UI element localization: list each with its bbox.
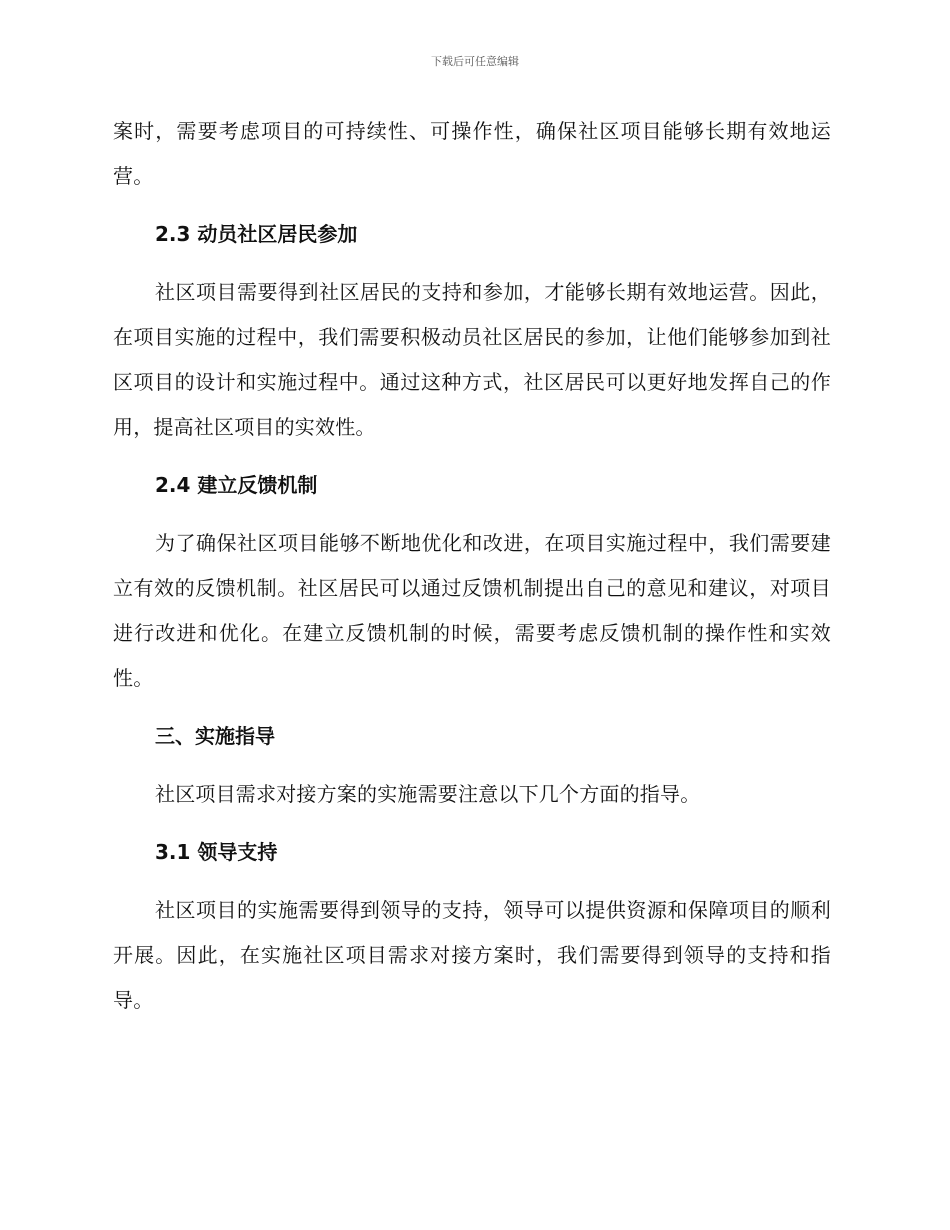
- paragraph-2-3: 社区项目需要得到社区居民的支持和参加，才能够长期有效地运营。因此，在项目实施的过程中，我们需要积极动员社区居民的参加，让他们能够参加到社区项目的设计和实施过程中。通过这种方式，社区居民可以更好地发挥自己的作用，提高社区项目的实效性。: [113, 280, 831, 439]
- document-body: [113, 109, 831, 1023]
- heading-2-3: 2.3 动员社区居民参加: [155, 222, 358, 246]
- heading-2-4: 2.4 建立反馈机制: [155, 473, 318, 497]
- paragraph-2-4: 为了确保社区项目能够不断地优化和改进，在项目实施过程中，我们需要建立有效的反馈机制。社区居民可以通过反馈机制提出自己的意见和建议，对项目进行改进和优化。在建立反馈机制的时候，需要考虑反馈机制的操作性和实效性。: [113, 531, 831, 690]
- paragraph-3-1: 社区项目的实施需要得到领导的支持，领导可以提供资源和保障项目的顺利开展。因此，在实施社区项目需求对接方案时，我们需要得到领导的支持和指导。: [113, 898, 831, 1012]
- paragraph-intro-continuation: 案时，需要考虑项目的可持续性、可操作性，确保社区项目能够长期有效地运营。: [113, 119, 831, 188]
- heading-3: 三、实施指导: [155, 724, 275, 748]
- paragraph-3: 社区项目需求对接方案的实施需要注意以下几个方面的指导。: [155, 782, 701, 806]
- header-note: 下载后可任意编辑: [431, 55, 519, 68]
- heading-3-1: 3.1 领导支持: [155, 840, 278, 864]
